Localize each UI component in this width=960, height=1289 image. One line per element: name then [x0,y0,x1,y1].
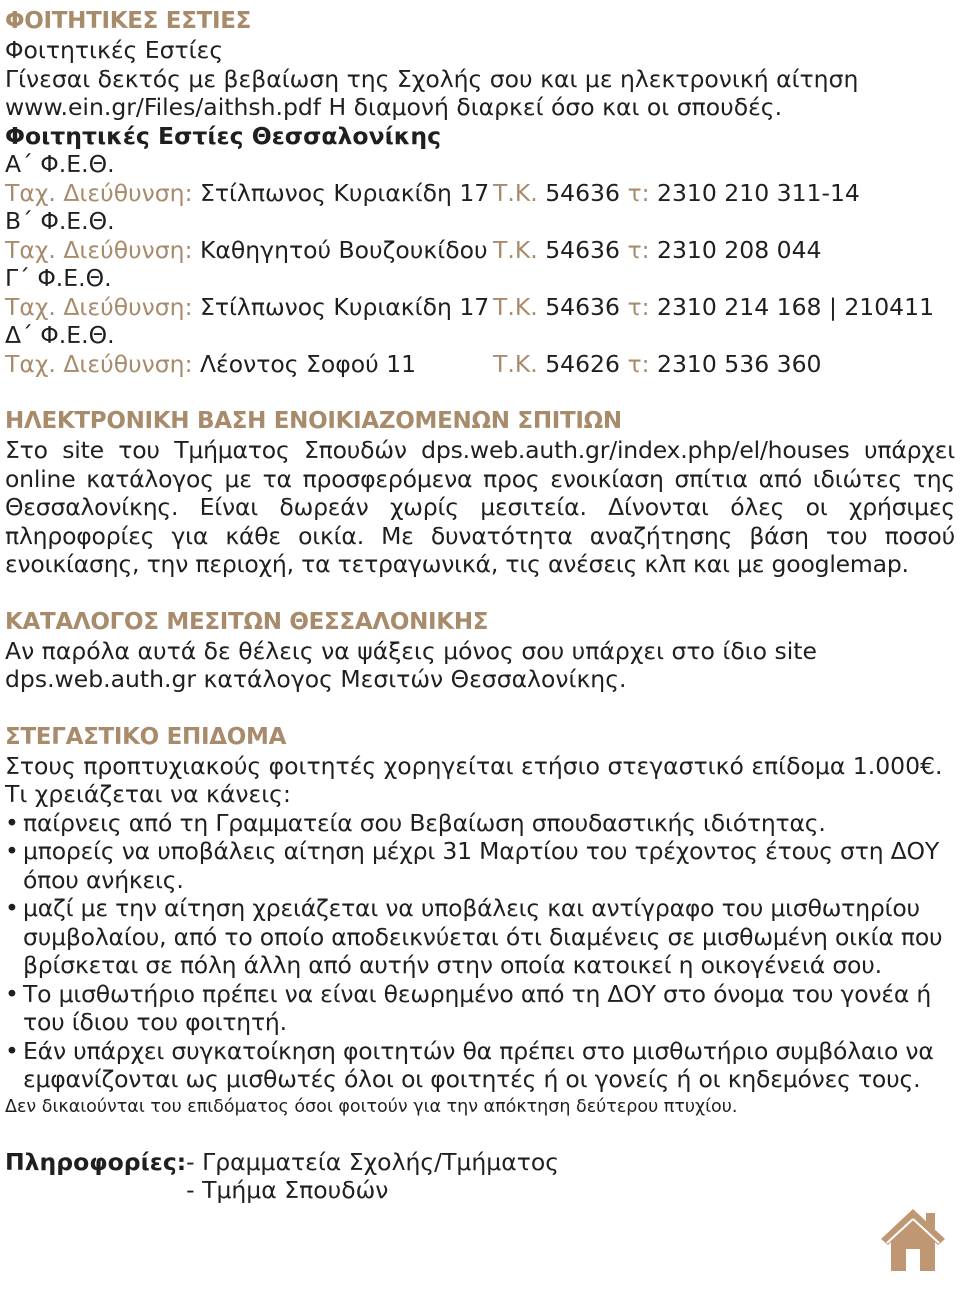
list-item: • Το μισθωτήριο πρέπει να είναι θεωρημένο από τη ΔΟΥ στο όνομα του γονέα ή του ίδιου του φοιτητή. [5,980,955,1037]
zip-label: Τ.Κ. [493,235,538,264]
residence-address: Λέοντος Σοφού 11 [199,349,417,378]
zip-label: Τ.Κ. [493,292,538,321]
dorms-heading: ΦΟΙΤΗΤΙΚΕΣ ΕΣΤΙΕΣ [5,8,252,34]
residence-name: Γ΄ Φ.Ε.Θ. [5,264,112,292]
dorms-intro-line-2 [5,93,955,122]
list-item: • μπορείς να υποβάλεις αίτηση μέχρι 31 Μαρτίου του τρέχοντος έτους στη ΔΟΥ όπου ανήκεις. [5,837,955,894]
phone-label: τ: [627,235,650,264]
dorms-intro-line: Γίνεσαι δεκτός με βεβαίωση της Σχολής σου και με ηλεκτρονική αίτηση [5,64,859,93]
googlemap-link[interactable]: googlemap [771,550,902,578]
info-label: Πληροφορίες: [5,1147,187,1176]
residence-address-row [5,179,955,208]
allowance-steps [5,809,955,1094]
residence-name: Δ΄ Φ.Ε.Θ. [5,321,115,349]
residence-zip: 54636 [545,292,620,321]
home-icon[interactable] [877,1205,949,1277]
residence-address: Καθηγητού Βουζουκίδου [199,235,488,264]
residence-address: Στίλπωνος Κυριακίδη 17 [199,292,490,321]
list-item: • παίρνεις από τη Γραμματεία σου Βεβαίωση σπουδαστικής ιδιότητας. [5,809,955,838]
residence-item [5,264,955,321]
residence-phone: 2310 210 311-14 [657,178,860,207]
phone-label: τ: [627,178,650,207]
brokers-line-2 [5,665,955,694]
houses-paragraph [5,436,955,579]
address-label: Ταχ. Διεύθυνση: [5,292,193,321]
address-label: Ταχ. Διεύθυνση: [5,178,193,207]
houses-text-3: . [901,550,909,578]
info-item: - Γραμματεία Σχολής/Τμήματος [186,1147,560,1176]
address-label: Ταχ. Διεύθυνση: [5,235,193,264]
residence-list [5,150,955,378]
residence-name: Α΄ Φ.Ε.Θ. [5,150,115,178]
info-item: - Τμήμα Σπουδών [186,1176,389,1204]
application-link[interactable]: www.ein.gr/Files/aithsh.pdf [5,93,322,121]
thessaloniki-dorms-title: Φοιτητικές Εστίες Θεσσαλονίκης [5,121,442,150]
residence-zip: 54626 [545,349,620,378]
residence-phone: 2310 536 360 [657,349,822,378]
dorms-subheading: Φοιτητικές Εστίες [5,36,224,64]
zip-label: Τ.Κ. [493,178,538,207]
residence-address-row [5,293,955,322]
phone-label: τ: [627,292,650,321]
houses-heading: ΗΛΕΚΤΡΟΝΙΚΗ ΒΑΣΗ ΕΝΟΙΚΙΑΖΟΜΕΝΩΝ ΣΠΙΤΙΩΝ [5,408,622,434]
allowance-note: Δεν δικαιούνται του επιδόματος όσοι φοιτούν για την απόκτηση δεύτερου πτυχίου. [5,1096,738,1117]
residence-name: Β΄ Φ.Ε.Θ. [5,207,115,235]
document-page [5,6,955,1205]
dorms-duration-text: Η διαμονή διαρκεί όσο και οι σπουδές. [321,93,783,121]
houses-text-2: υπάρχει online κατάλογος με τα προσφερόμενα προς ενοικίαση σπίτια από ιδιώτες της Θεσσαλονίκης. Είναι δωρεάν χωρίς μεσιτεία. Δίνονται όλες οι χρήσιμες πληροφορίες για κάθε οικία. Με δυνατότητα αναζήτησης βάση του ποσού ενοικίασης, την περιοχή, τα τετραγωνικά, τις ανέσεις κλπ και με [5,436,955,578]
residence-address: Στίλπωνος Κυριακίδη 17 [199,178,490,207]
allowance-section [5,722,955,1121]
brokers-link[interactable]: dps.web.auth.gr [5,665,197,693]
info-items [186,1148,559,1205]
residence-item [5,321,955,378]
residence-item [5,150,955,207]
allowance-heading: ΣΤΕΓΑΣΤΙΚΟ ΕΠΙΔΟΜΑ [5,723,287,750]
address-label: Ταχ. Διεύθυνση: [5,349,193,378]
list-item: • μαζί με την αίτηση χρειάζεται να υποβάλεις και αντίγραφο του μισθωτηρίου συμβολαίου, από το οποίο αποδεικνύεται ότι διαμένεις σε μισθωμένη οικία που βρίσκεται σε πόλη άλλη από αυτήν στην οποία κατοικεί η οικογένειά σου. [5,894,955,980]
brokers-section [5,607,955,694]
brokers-line: Αν παρόλα αυτά δε θέλεις να ψάξεις μόνος σου υπάρχει στο ίδιο site [5,636,817,665]
residence-zip: 54636 [545,178,620,207]
houses-section [5,406,955,579]
residence-address-row [5,236,955,265]
residence-phone: 2310 214 168 | 210411 [657,292,935,321]
dorms-section [5,6,955,378]
phone-label: τ: [627,349,650,378]
brokers-text: κατάλογος Μεσιτών Θεσσαλονίκης. [196,665,627,693]
residence-item [5,207,955,264]
houses-link[interactable]: dps.web.auth.gr/index.php/el/houses [421,436,850,464]
info-section [5,1148,955,1205]
zip-label: Τ.Κ. [493,349,538,378]
residence-address-row [5,350,955,379]
houses-text: Στο site του Τμήματος Σπουδών [5,436,422,464]
residence-zip: 54636 [545,235,620,264]
list-item: • Εάν υπάρχει συγκατοίκηση φοιτητών θα πρέπει στο μισθωτήριο συμβόλαιο να εμφανίζονται ως μισθωτές όλοι οι φοιτητές ή οι γονείς ή οι κηδεμόνες τους. [5,1037,955,1094]
allowance-lead: Στους προπτυχιακούς φοιτητές χορηγείται ετήσιο στεγαστικό επίδομα 1.000€. [5,751,943,780]
brokers-heading: ΚΑΤΑΛΟΓΟΣ ΜΕΣΙΤΩΝ ΘΕΣΣΑΛΟΝΙΚΗΣ [5,608,489,635]
allowance-question: Τι χρειάζεται να κάνεις: [5,780,291,808]
residence-phone: 2310 208 044 [657,235,822,264]
